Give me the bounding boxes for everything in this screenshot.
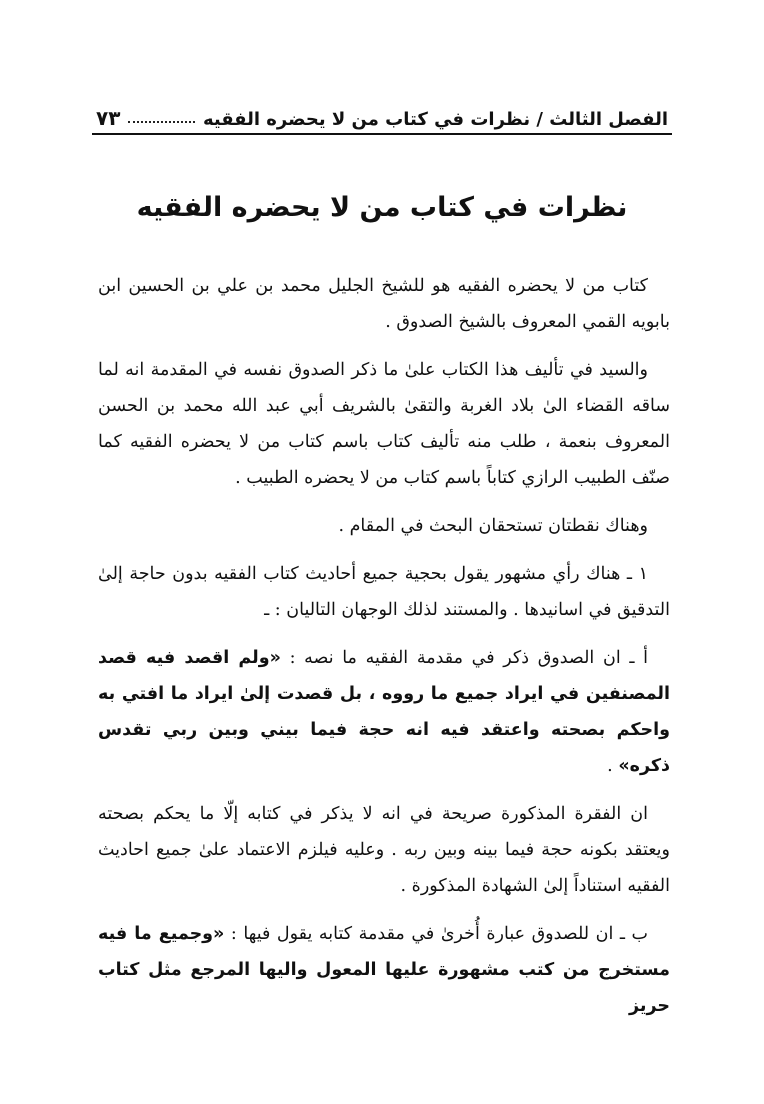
header-dot-leader [128, 121, 195, 123]
paragraph-7 [98, 916, 670, 1024]
running-header [96, 90, 668, 130]
paragraph-5-intro: أ ـ ان الصدوق ذكر في مقدمة الفقيه ما نصه : [280, 648, 648, 668]
running-header-title: الفصل الثالث / نظرات في كتاب من لا يحضره الفقيه [202, 109, 668, 130]
header-rule [92, 133, 672, 135]
paragraph-1: كتاب من لا يحضره الفقيه هو للشيخ الجليل محمد بن علي بن الحسين ابن بابويه القمي المعروف بالشيخ الصدوق . [98, 276, 670, 332]
paragraph-3: وهناك نقطتان تستحقان البحث في المقام . [338, 516, 648, 536]
page-number: ٧٣ [96, 106, 121, 130]
chapter-title: نظرات في كتاب من لا يحضره الفقيه [136, 192, 628, 223]
paragraph-5 [98, 640, 670, 784]
body-text [98, 268, 670, 1024]
paragraph-2: والسيد في تأليف هذا الكتاب علىٰ ما ذكر الصدوق نفسه في المقدمة انه لما ساقه القضاء الىٰ بلاد الغربة والتقىٰ بالشريف أبي عبد الله محمد بن الحسن المعروف بنعمة ، طلب منه تأليف كتاب باسم كتاب من لا يحضره الفقيه كما صنّف الطبيب الرازي كتاباً باسم كتاب من لا يحضره الطبيب . [98, 360, 670, 488]
paragraph-6: ان الفقرة المذكورة صريحة في انه لا يذكر في كتابه إلّا ما يحكم بصحته ويعتقد بكونه حجة فيما بينه وبين ربه . وعليه فيلزم الاعتماد علىٰ جميع احاديث الفقيه استناداً إلىٰ الشهادة المذكورة . [98, 804, 670, 896]
paragraph-7-quote: «وجميع ما فيه مستخرج من كتب مشهورة عليها المعول واليها المرجع مثل كتاب حريز [98, 924, 670, 1016]
paragraph-4: ١ ـ هناك رأي مشهور يقول بحجية جميع أحاديث كتاب الفقيه بدون حاجة إلىٰ التدقيق في اسانيدها . والمستند لذلك الوجهان التاليان : ـ [98, 564, 670, 620]
paragraph-7-intro: ب ـ ان للصدوق عبارة أُخرىٰ في مقدمة كتابه يقول فيها : [224, 924, 649, 944]
paragraph-5-quote: «ولم اقصد فيه قصد المصنفين في ايراد جميع ما رووه ، بل قصدت إلىٰ ايراد ما افتي به واحكم بصحته واعتقد فيه انه حجة فيما بيني وبين ربي تقدس ذكره» [98, 648, 670, 776]
paragraph-5-end: . [607, 756, 619, 776]
